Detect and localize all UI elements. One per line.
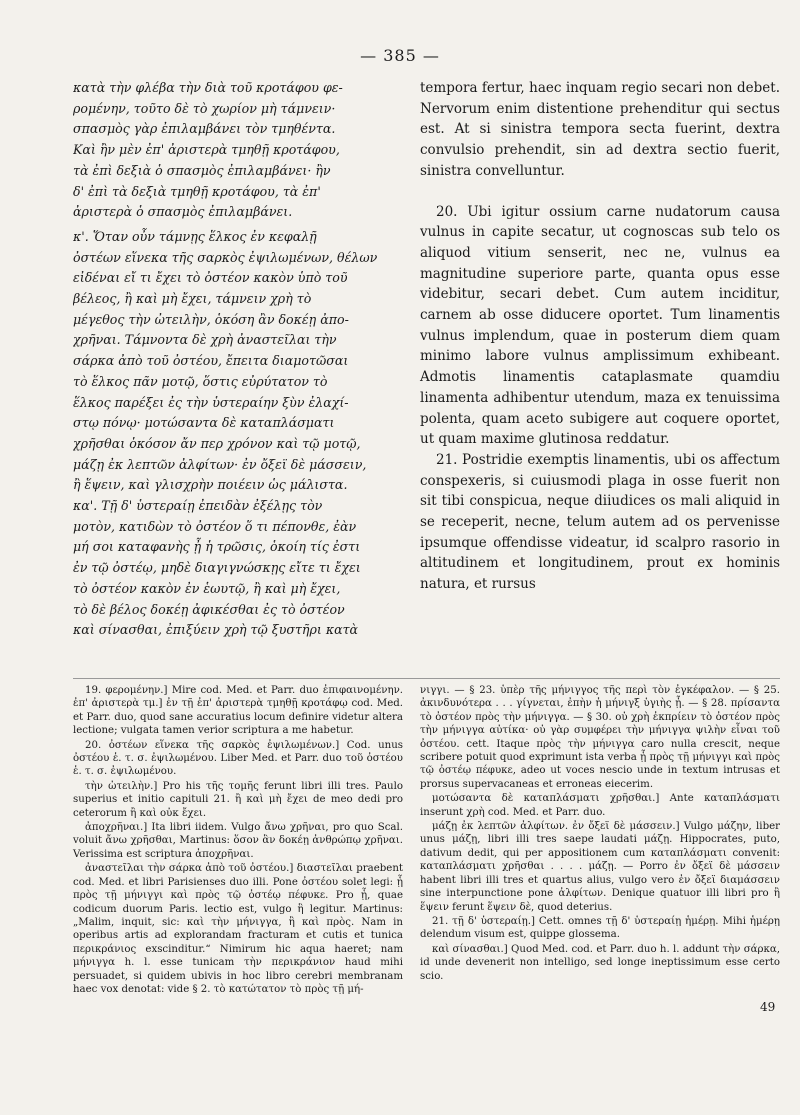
signature-number: 49 [760, 1000, 776, 1014]
greek-line: βέλεος, ἢ καὶ μὴ ἔχει, τάμνειν χρὴ τὸ [73, 291, 312, 307]
greek-line: κατὰ τὴν φλέβα τὴν διὰ τοῦ κροτάφου φε- [73, 80, 343, 95]
greek-text-column [73, 78, 407, 641]
greek-line: κα'. Τῇ δ' ὑστεραίῃ ἐπειδὰν ἐξέλῃς τὸν [73, 498, 323, 514]
greek-line: ρομένην, τοῦτο δὲ τὸ χωρίον μὴ τάμνειν· [73, 100, 336, 116]
greek-line: κ'. Ὅταν οὖν τάμνῃς ἕλκος ἐν κεφαλῇ [73, 228, 317, 244]
greek-line: σπασμὸς γὰρ ἐπιλαμβάνει τὸν τμηθέντα. [73, 121, 336, 137]
latin-text-column [420, 78, 780, 595]
latin-paragraph: 20. Ubi igitur ossium carne nudatorum causa vulnus in capite secatur, ut cognoscas sub telo os aliquod vitium senserit, nec ne, vulnus ea magnitudine superiore parte, quanta opus esse videbitur, secari debet. Cum autem inciditur, carnem ab osse diducere oportet. Tum linamentis vulnus implendum, quae in posterum diem quam minimo labore vulnus amplissimum exhibeant. Admotis linamentis cataplasmate quamdiu linamenta adhibentur utendum, maza ex tenuissima polenta, quam aceto subigere aut coquere oportet, ut quam maxime glutinosa reddatur. [420, 203, 780, 448]
footnotes-right [420, 684, 780, 984]
greek-line: Καὶ ἢν μὲν ἐπ' ἀριστερὰ τμηθῇ κροτάφου, [73, 142, 340, 158]
greek-line: σάρκα ἀπὸ τοῦ ὀστέου, ἔπειτα διαμοτῶσαι [73, 353, 349, 369]
greek-line: μάζῃ ἐκ λεπτῶν ἀλφίτων· ἐν ὄξεϊ δὲ μάσσειν, [73, 456, 367, 472]
footnote: νιγγι. — § 23. ὑπὲρ τῆς μήνιγγος τῆς περὶ τὸν ἐγκέφαλον. — § 25. ἀκινδυνότερα . . . γίγνεται, ἐπὴν ἡ μήνιγξ ὑγιὴς ᾖ. — § 28. πρίσαντα τὸ ὀστέον πρὸς τὴν μήνιγγα. — § 30. οὐ χρὴ ἐκπρίειν τὸ ὀστέον πρὸς τὴν μήνιγγα αὐτίκα· οὐ γὰρ συμφέρει τὴν μήνιγγα ψιλὴν εἶναι τοῦ ὀστέου. cett. Itaque πρὸς τὴν μήνιγγα caro nulla crescit, neque scribere potuit quod exprimunt ista verba ᾗ πρὸς τῇ μήνιγγι καὶ πρὸς τῷ ὀστέῳ πέφυκε, adeo ut voces nescio unde in textum intrusas et prorsus supervacaneas et erroneas eiecerim. [420, 685, 780, 790]
footnote-divider [73, 678, 780, 679]
greek-line: ἕλκος παρέξει ἐς τὴν ὑστεραίην ξὺν ἐλαχί- [73, 394, 349, 410]
footnote: καὶ σίνασθαι.] Quod Med. cod. et Parr. duo h. l. addunt τὴν σάρκα, id unde devenerit non intelligo, sed longe ineptissimum esse certo scio. [420, 943, 780, 982]
page-number: — 385 — [360, 46, 440, 65]
greek-line: καὶ σίνασθαι, ἐπιξύειν χρὴ τῷ ξυστῆρι κατὰ [73, 622, 359, 638]
footnotes-left [73, 684, 403, 997]
greek-line: μέγεθος τὴν ὠτειλὴν, ὁκόση ἂν δοκέῃ ἀπο- [73, 311, 349, 327]
footnote: μοτώσαντα δὲ καταπλάσματι χρῆσθαι.] Ante καταπλάσματι inserunt χρὴ cod. Med. et Parr. duo. [420, 793, 780, 818]
greek-line: ἀριστερὰ ὁ σπασμὸς ἐπιλαμβάνει. [73, 204, 293, 220]
greek-line: δ' ἐπὶ τὰ δεξιὰ τμηθῇ κροτάφου, τὰ ἐπ' [73, 183, 321, 199]
greek-line: μή σοι καταφανὴς ᾖ ἡ τρῶσις, ὁκοίη τίς ἐστι [73, 539, 361, 555]
greek-line: στῳ πόνῳ· μοτώσαντα δὲ καταπλάσματι [73, 415, 335, 431]
greek-line: ἐν τῷ ὀστέῳ, μηδὲ διαγιγνώσκῃς εἴτε τι ἔχει [73, 560, 361, 576]
greek-line: ἢ ἕψειν, καὶ γλισχρὴν ποιέειν ὡς μάλιστα. [73, 477, 348, 493]
greek-line: χρῆσθαι ὁκόσον ἄν περ χρόνον καὶ τῷ μοτῷ, [73, 435, 361, 451]
footnote: μάζῃ ἐκ λεπτῶν ἀλφίτων. ἐν ὄξεϊ δὲ μάσσειν.] Vulgo μάζην, liber unus μάζῃ, libri illi tres saepe laudati μάζῃ. Hippocrates, puto, dativum dedit, qui per appositionem cum καταπλάσματι convenit: καταπλάσματι χρῆσθαι . . . . μάζῃ. — Porro ἐν ὄξεϊ δὲ μάσσειν habent libri illi tres et quartus alius, vulgo vero ἐν ὄξεϊ διαμάσσειν sine interpunctione pone ἀλφίτων. Denique quatuor illi libri pro ἢ ἕψειν ferunt ἕψειν δὲ, quod deterius. [420, 821, 780, 913]
footnote: τὴν ὠτειλὴν.] Pro his τῆς τομῆς ferunt libri illi tres. Paulo superius et initio capituli 21. ἢ καὶ μὴ ἔχει de meo dedi pro ceterorum ἢ καὶ οὐκ ἔχει. [73, 780, 403, 819]
greek-line: χρῆναι. Τάμνοντα δὲ χρὴ ἀναστεῖλαι τὴν [73, 332, 337, 348]
footnote: 19. φερομένην.] Mire cod. Med. et Parr. duo ἐπιφαινομένην. ἐπ' ἀριστερὰ τμ.] ἐν τῇ ἐπ' ἀριστερὰ τμηθῇ κροτάφῳ cod. Med. et Parr. duo, quod sane accuratius locum definire videtur altera lectione; vulgata tamen verior scriptura a me habetur. [73, 685, 403, 737]
greek-line: μοτὸν, κατιδὼν τὸ ὀστέον ὅ τι πέπονθε, ἐὰν [73, 518, 357, 534]
greek-line: εἰδέναι εἴ τι ἔχει τὸ ὀστέον κακὸν ὑπὸ τοῦ [73, 270, 348, 286]
footnote: ἀποχρῆναι.] Ita libri iidem. Vulgo ἄνω χρῆναι, pro quo Scal. voluit ἄνω χρῆσθαι, Martinus: ὅσον ἂν δοκέῃ ἀνθρώπῳ χρῆναι. Verissima est scriptura ἀποχρῆναι. [73, 822, 403, 860]
greek-line: τὰ ἐπὶ δεξιὰ ὁ σπασμὸς ἐπιλαμβάνει· ἢν [73, 162, 331, 178]
latin-paragraph: 21. Postridie exemptis linamentis, ubi os affectum conspexeris, si cuiusmodi plaga in osse fuerit non sit tibi conspicua, neque diiudices os mali aliquid in se receperit, necne, telum autem ad os pervenisse ipsumque offendisse videatur, id scalpro rasorio in altitudinem et longitudinem, prout ex hominis natura, et rursus [420, 451, 780, 593]
footnote: 21. τῇ δ' ὑστεραίῃ.] Cett. omnes τῇ δ' ὑστεραίῃ ἡμέρῃ. Mihi ἡμέρῃ delendum visum est, quippe glossema. [420, 915, 780, 941]
footnote: 20. ὀστέων εἵνεκα τῆς σαρκὸς ἐψιλωμένων.] Cod. unus ὀστέου ἑ. τ. σ. ἐψιλωμένου. Liber Med. et Parr. duo τοῦ ὀστέου ἑ. τ. σ. ἐψιλωμένου. [73, 739, 403, 778]
greek-line: τὸ δὲ βέλος δοκέῃ ἀφικέσθαι ἐς τὸ ὀστέον [73, 601, 345, 617]
footnote: ἀναστεῖλαι τὴν σάρκα ἀπὸ τοῦ ὀστέου.] διαστεῖλαι praebent cod. Med. et libri Parisienses duo illi. Pone ὀστέου solet legi: ᾗ πρὸς τῇ μήνιγγι καὶ πρὸς τῷ ὀστέῳ πέφυκε. Pro ᾗ, quae codicum duorum Paris. lectio est, vulgo ἣ legitur. Martinus: „Malim, inquit, sic: καὶ τὴν μήνιγγα, ἢ καὶ πρὸς. Nam in operibus artis ad explorandam fracturam et cutis et tunica περικράνιος exscinditur.“ Nimirum hic aqua haeret; nam μήνιγγα h. l. esse tunicam τὴν περικράνιον haud mihi persuadet, si quidem ubivis in hoc libro cerebri membranam haec vox denotat: vide § 2. τὸ κατώτατον τὸ πρὸς τῇ μή- [73, 863, 403, 995]
greek-line: τὸ ἕλκος πᾶν μοτῷ, ὅστις εὐρύτατον τὸ [73, 373, 328, 389]
greek-line: ὀστέων εἵνεκα τῆς σαρκὸς ἐψιλωμένων, θέλων [73, 249, 378, 265]
latin-paragraph: tempora fertur, haec inquam regio secari non debet. Nervorum enim distentione prehenditur qui sectus est. At si sinistra tempora secta fuerint, dextra convulsio prehendit, sin ad dextra sectio fuerit, sinistra convelluntur. [420, 80, 780, 179]
greek-line: τὸ ὀστέον κακὸν ἐν ἑωυτῷ, ἢ καὶ μὴ ἔχει, [73, 580, 341, 596]
